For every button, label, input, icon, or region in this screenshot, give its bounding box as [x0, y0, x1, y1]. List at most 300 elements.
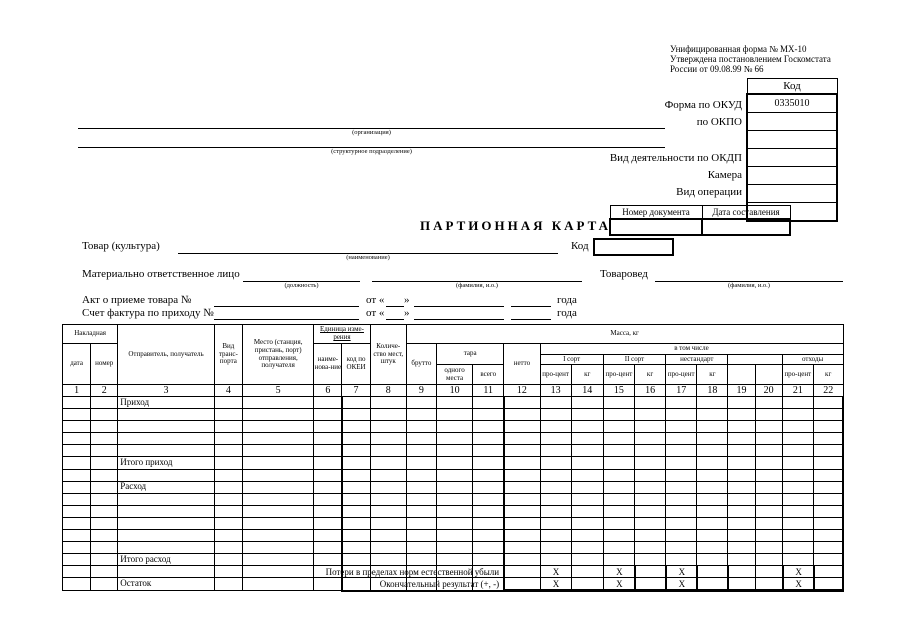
- table-cell: [91, 517, 118, 529]
- table-cell: [242, 397, 313, 409]
- losses-c21: X: [783, 566, 814, 578]
- table-cell: [63, 554, 91, 566]
- table-cell: [406, 445, 436, 457]
- row-label: Итого приход: [118, 457, 215, 469]
- table-cell: [603, 469, 634, 481]
- table-cell: [634, 517, 665, 529]
- table-cell: [540, 433, 571, 445]
- table-cell: [314, 397, 342, 409]
- result-c14: [572, 578, 604, 591]
- table-cell: [603, 433, 634, 445]
- position-caption: (должность): [284, 282, 319, 289]
- table-cell: [473, 445, 504, 457]
- table-cell: [406, 517, 436, 529]
- table-cell: [603, 457, 634, 469]
- column-number-10: 10: [436, 385, 472, 397]
- act-line: [214, 306, 359, 307]
- table-cell: [504, 554, 540, 566]
- column-number-21: 21: [782, 385, 813, 397]
- table-cell: [540, 469, 571, 481]
- table-cell: [370, 554, 406, 566]
- table-cell: [813, 481, 843, 493]
- table-cell: [697, 481, 728, 493]
- table-cell: [242, 481, 313, 493]
- table-cell: [540, 445, 571, 457]
- h-unit: Единица изме-рения: [314, 325, 370, 344]
- table-cell: [314, 421, 342, 433]
- table-cell: [634, 457, 665, 469]
- row-label: [118, 542, 215, 554]
- table-row: [63, 433, 844, 445]
- column-number-18: 18: [697, 385, 728, 397]
- table-cell: [755, 409, 782, 421]
- column-number-13: 13: [540, 385, 571, 397]
- losses-c20: [756, 566, 783, 578]
- table-cell: [473, 530, 504, 542]
- table-cell: [697, 457, 728, 469]
- column-number-2: 2: [91, 385, 118, 397]
- okud-value: 0335010: [747, 94, 837, 113]
- table-cell: [504, 530, 540, 542]
- table-cell: [406, 542, 436, 554]
- empty-code-1: [747, 131, 837, 149]
- act-day-line: [386, 306, 404, 307]
- table-cell: [782, 397, 813, 409]
- table-cell: [242, 542, 313, 554]
- table-cell: [634, 409, 665, 421]
- h-kg2: кг: [634, 365, 665, 385]
- table-cell: [342, 397, 370, 409]
- table-cell: [63, 469, 91, 481]
- table-cell: [728, 457, 755, 469]
- column-number-6: 6: [314, 385, 342, 397]
- table-cell: [728, 433, 755, 445]
- result-c16: [635, 578, 666, 591]
- table-cell: [728, 517, 755, 529]
- table-cell: [728, 445, 755, 457]
- merch-label: Товаровед: [600, 268, 648, 280]
- column-number-16: 16: [634, 385, 665, 397]
- table-cell: [342, 421, 370, 433]
- table-cell: [728, 542, 755, 554]
- table-cell: [634, 542, 665, 554]
- form-line-3: России от 09.08.99 № 66: [670, 64, 764, 74]
- table-cell: [666, 433, 697, 445]
- table-cell: [242, 457, 313, 469]
- losses-label: Потери в пределах норм естественной убыли: [325, 566, 500, 577]
- h-brutto: брутто: [406, 344, 436, 385]
- table-row: [63, 457, 844, 469]
- table-cell: [63, 517, 91, 529]
- column-number-19: 19: [728, 385, 755, 397]
- doc-date-label: Дата составления: [702, 206, 790, 220]
- table-cell: [813, 421, 843, 433]
- column-number-5: 5: [242, 385, 313, 397]
- table-cell: [782, 530, 813, 542]
- table-row: [63, 421, 844, 433]
- table-cell: [91, 469, 118, 481]
- table-cell: [342, 469, 370, 481]
- table-cell: [214, 493, 242, 505]
- table-cell: [314, 493, 342, 505]
- column-number-8: 8: [370, 385, 406, 397]
- table-cell: [603, 445, 634, 457]
- table-cell: [666, 409, 697, 421]
- table-cell: [63, 397, 91, 409]
- column-number-14: 14: [571, 385, 603, 397]
- table-cell: [813, 517, 843, 529]
- table-cell: [406, 433, 436, 445]
- table-cell: [813, 457, 843, 469]
- h-extra: [728, 355, 782, 365]
- table-cell: [473, 409, 504, 421]
- table-cell: [813, 505, 843, 517]
- doc-table: [609, 205, 791, 236]
- table-row: [63, 409, 844, 421]
- fio-caption: (фамилия, и.о.): [456, 282, 498, 289]
- table-cell: [342, 530, 370, 542]
- table-cell: [63, 481, 91, 493]
- division-caption: (структурное подразделение): [331, 148, 412, 155]
- table-cell: [813, 542, 843, 554]
- h-qty: Количе-ство мест, штук: [370, 325, 406, 385]
- table-cell: [436, 409, 472, 421]
- table-cell: [782, 517, 813, 529]
- table-cell: [242, 445, 313, 457]
- table-cell: [504, 517, 540, 529]
- table-cell: [755, 445, 782, 457]
- table-cell: [63, 421, 91, 433]
- table-cell: [666, 481, 697, 493]
- h-unit-name: наиме-нова-ние: [314, 344, 342, 385]
- table-cell: [504, 481, 540, 493]
- table-cell: [370, 397, 406, 409]
- table-cell: [571, 445, 603, 457]
- table-cell: [571, 542, 603, 554]
- table-cell: [782, 457, 813, 469]
- table-cell: [242, 505, 313, 517]
- table-cell: [214, 517, 242, 529]
- result-c15: X: [604, 578, 635, 591]
- invoice-year-line: [511, 319, 551, 320]
- table-cell: [214, 433, 242, 445]
- table-cell: [214, 457, 242, 469]
- table-cell: [314, 505, 342, 517]
- table-cell: [91, 530, 118, 542]
- table-cell: [370, 433, 406, 445]
- result-c17: X: [666, 578, 697, 591]
- table-cell: [571, 469, 603, 481]
- table-cell: [666, 421, 697, 433]
- table-cell: [91, 421, 118, 433]
- row-label: [118, 433, 215, 445]
- table-cell: [63, 542, 91, 554]
- table-cell: [314, 409, 342, 421]
- h-mass: Масса, кг: [406, 325, 843, 344]
- result-c13: X: [540, 578, 571, 591]
- column-number-20: 20: [755, 385, 782, 397]
- losses-c22: [814, 566, 843, 578]
- table-cell: [504, 433, 540, 445]
- table-cell: [666, 554, 697, 566]
- table-cell: [728, 493, 755, 505]
- h-pct3: про-цент: [666, 365, 697, 385]
- okud-label: Форма по ОКУД: [664, 99, 742, 111]
- table-cell: [63, 505, 91, 517]
- table-cell: [91, 445, 118, 457]
- h-number: номер: [91, 344, 118, 385]
- table-cell: [666, 469, 697, 481]
- h-blank1: [728, 365, 755, 385]
- table-cell: [666, 505, 697, 517]
- empty-code-2: [747, 149, 837, 167]
- table-cell: [697, 530, 728, 542]
- table-cell: [370, 445, 406, 457]
- table-cell: [634, 397, 665, 409]
- table-cell: [342, 481, 370, 493]
- table-cell: [473, 505, 504, 517]
- table-cell: [436, 530, 472, 542]
- losses-c14: [572, 566, 604, 578]
- table-cell: [603, 409, 634, 421]
- column-number-7: 7: [342, 385, 370, 397]
- column-number-12: 12: [504, 385, 540, 397]
- table-cell: [342, 445, 370, 457]
- table-cell: [571, 421, 603, 433]
- table-cell: [782, 542, 813, 554]
- table-cell: [697, 493, 728, 505]
- table-cell: [728, 397, 755, 409]
- losses-c13: X: [540, 566, 571, 578]
- table-cell: [242, 421, 313, 433]
- h-unit-code: код по ОКЕИ: [342, 344, 370, 385]
- invoice-month-line: [414, 319, 504, 320]
- code-box: [593, 238, 674, 256]
- table-cell: [571, 397, 603, 409]
- table-cell: [436, 493, 472, 505]
- result-c22: [814, 578, 843, 591]
- table-cell: [473, 542, 504, 554]
- table-cell: [370, 421, 406, 433]
- doc-number-label: Номер документа: [610, 206, 702, 220]
- doc-title: ПАРТИОННАЯ КАРТА: [420, 218, 612, 233]
- table-cell: [370, 493, 406, 505]
- h-kg4: кг: [813, 365, 843, 385]
- table-cell: [728, 530, 755, 542]
- table-row: [63, 505, 844, 517]
- table-cell: [755, 469, 782, 481]
- table-cell: [91, 505, 118, 517]
- okdp-value: [747, 167, 837, 185]
- losses-c15: X: [604, 566, 635, 578]
- codes-title: Код: [747, 79, 837, 95]
- invoice-quote: »: [404, 307, 410, 319]
- act-year-line: [511, 306, 551, 307]
- table-cell: [755, 505, 782, 517]
- table-cell: [666, 457, 697, 469]
- result-c18: [697, 578, 728, 591]
- table-cell: [242, 530, 313, 542]
- table-cell: [214, 397, 242, 409]
- act-month-line: [414, 306, 504, 307]
- table-cell: [436, 481, 472, 493]
- table-cell: [370, 542, 406, 554]
- table-cell: [571, 505, 603, 517]
- table-cell: [406, 554, 436, 566]
- table-cell: [314, 469, 342, 481]
- column-number-4: 4: [214, 385, 242, 397]
- table-cell: [540, 409, 571, 421]
- h-pct2: про-цент: [603, 365, 634, 385]
- table-cell: [436, 469, 472, 481]
- table-cell: [504, 397, 540, 409]
- form-header: [670, 44, 831, 74]
- table-row: [63, 493, 844, 505]
- column-number-22: 22: [813, 385, 843, 397]
- table-cell: [666, 517, 697, 529]
- table-cell: [728, 505, 755, 517]
- table-cell: [342, 542, 370, 554]
- table-cell: [813, 409, 843, 421]
- table-cell: [540, 517, 571, 529]
- table-cell: [370, 481, 406, 493]
- row-label: Расход: [118, 481, 215, 493]
- table-cell: [436, 542, 472, 554]
- result-label: Окончательный результат (+, -): [379, 578, 500, 589]
- table-cell: [782, 481, 813, 493]
- table-cell: [697, 517, 728, 529]
- losses-c16: [635, 566, 666, 578]
- table-cell: [755, 542, 782, 554]
- table-cell: [571, 409, 603, 421]
- invoice-from: от «: [366, 307, 385, 319]
- result-row: [62, 578, 844, 591]
- result-c19: [729, 578, 756, 591]
- doc-number-value: [610, 219, 702, 235]
- row-label: Итого расход: [118, 554, 215, 566]
- table-cell: [63, 409, 91, 421]
- row-label: [118, 505, 215, 517]
- result-c12: [504, 578, 540, 591]
- table-cell: [214, 421, 242, 433]
- table-cell: [504, 505, 540, 517]
- losses-c12: [504, 566, 540, 578]
- result-c20: [756, 578, 783, 591]
- table-cell: [755, 433, 782, 445]
- h-sort2: II сорт: [603, 355, 665, 365]
- table-cell: [214, 530, 242, 542]
- table-cell: [436, 445, 472, 457]
- table-cell: [214, 554, 242, 566]
- table-cell: [782, 469, 813, 481]
- h-kg1: кг: [571, 365, 603, 385]
- table-cell: [242, 409, 313, 421]
- table-cell: [504, 469, 540, 481]
- column-number-1: 1: [63, 385, 91, 397]
- h-date: дата: [63, 344, 91, 385]
- table-cell: [782, 433, 813, 445]
- table-cell: [370, 505, 406, 517]
- h-sender: Отправитель, получатель: [118, 325, 215, 385]
- table-cell: [314, 433, 342, 445]
- table-cell: [242, 554, 313, 566]
- table-cell: [755, 493, 782, 505]
- table-cell: [813, 493, 843, 505]
- table-cell: [370, 409, 406, 421]
- column-number-17: 17: [666, 385, 697, 397]
- table-cell: [755, 530, 782, 542]
- table-cell: [242, 433, 313, 445]
- table-cell: [91, 493, 118, 505]
- row-label: [118, 469, 215, 481]
- table-cell: [504, 409, 540, 421]
- table-cell: [314, 445, 342, 457]
- table-cell: [571, 481, 603, 493]
- table-cell: [540, 457, 571, 469]
- table-cell: [91, 481, 118, 493]
- h-tara: тара: [436, 344, 503, 365]
- table-cell: [571, 517, 603, 529]
- table-cell: [603, 421, 634, 433]
- result-c21: X: [783, 578, 814, 591]
- invoice-label: Счет фактура по приходу №: [82, 307, 214, 319]
- table-cell: [603, 542, 634, 554]
- table-cell: [406, 481, 436, 493]
- table-cell: [504, 542, 540, 554]
- table-cell: [473, 397, 504, 409]
- table-row: [63, 445, 844, 457]
- table-cell: [540, 542, 571, 554]
- table-cell: [436, 457, 472, 469]
- row-label: Остаток: [118, 578, 215, 591]
- row-label: [118, 445, 215, 457]
- table-cell: [473, 457, 504, 469]
- h-pct1: про-цент: [540, 365, 571, 385]
- losses-c18: [697, 566, 728, 578]
- table-cell: [782, 505, 813, 517]
- h-place: Место (станция, пристань, порт) отправления, получателя: [242, 325, 313, 385]
- table-cell: [91, 397, 118, 409]
- merch-caption: (фамилия, и.о.): [728, 282, 770, 289]
- table-cell: [504, 457, 540, 469]
- h-incl: в том числе: [540, 344, 843, 355]
- invoice-line: [214, 319, 359, 320]
- table-cell: [540, 505, 571, 517]
- okpo-value: [747, 113, 837, 131]
- table-cell: [634, 469, 665, 481]
- act-from: от «: [366, 294, 385, 306]
- table-cell: [63, 457, 91, 469]
- table-cell: [755, 457, 782, 469]
- row-label: [118, 517, 215, 529]
- invoice-day-line: [386, 319, 404, 320]
- table-cell: [697, 409, 728, 421]
- table-cell: [314, 554, 342, 566]
- footer-table: [62, 565, 844, 591]
- losses-c17: X: [666, 566, 697, 578]
- goods-caption: (наименование): [346, 254, 390, 261]
- h-kg3: кг: [697, 365, 728, 385]
- table-cell: [666, 530, 697, 542]
- code-label: Код: [571, 240, 589, 252]
- table-cell: [603, 493, 634, 505]
- table-cell: [214, 542, 242, 554]
- table-cell: [63, 445, 91, 457]
- h-total: всего: [473, 365, 504, 385]
- operation-label: Вид операции: [676, 186, 742, 198]
- table-cell: [473, 421, 504, 433]
- table-cell: [406, 457, 436, 469]
